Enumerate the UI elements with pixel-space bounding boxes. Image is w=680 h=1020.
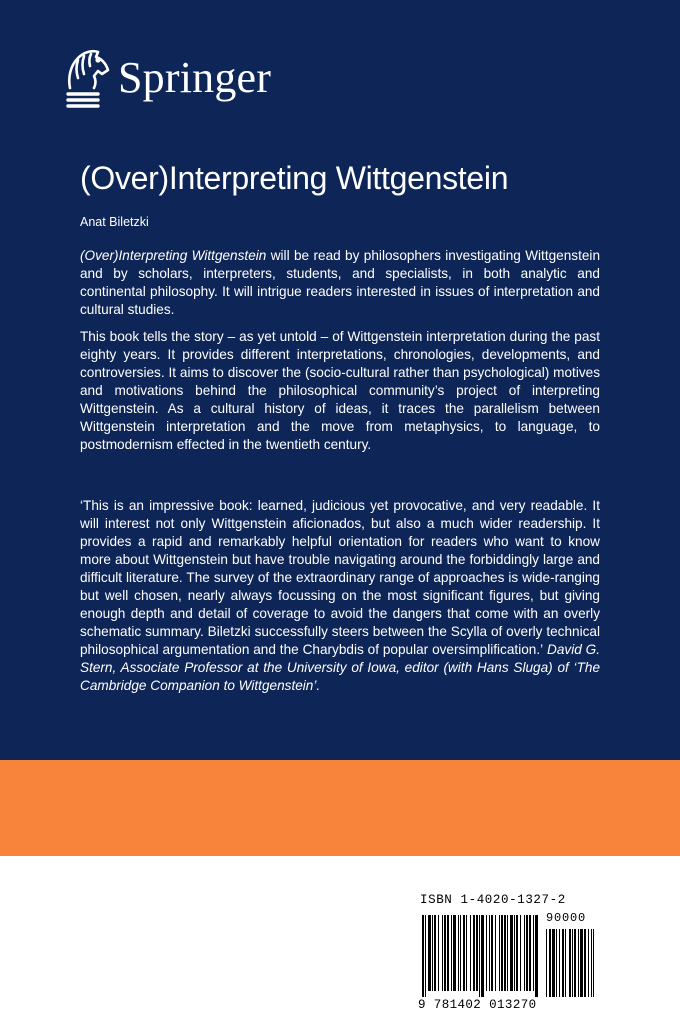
- springer-horse-icon: [58, 44, 112, 110]
- barcode-bar: [428, 915, 431, 991]
- barcode-addon-bar: [546, 929, 547, 997]
- barcode-bar: [442, 915, 443, 991]
- barcode-bar: [499, 915, 500, 991]
- barcode-bar: [514, 915, 515, 991]
- barcode-bar: [533, 915, 534, 991]
- barcode-addon-bar: [559, 929, 560, 997]
- barcode-bar: [422, 915, 424, 997]
- barcode-bar: [507, 915, 508, 991]
- book-title: (Over)Interpreting Wittgenstein: [80, 160, 509, 196]
- barcode-ean-digits: 9 781402 013270: [418, 998, 537, 1012]
- barcode-addon-bar: [569, 929, 571, 997]
- barcode-bar: [458, 915, 459, 991]
- barcode-bar: [473, 915, 475, 991]
- publisher-name: Springer: [118, 52, 272, 102]
- barcode-bar: [447, 915, 449, 991]
- barcode-bar: [491, 915, 493, 991]
- barcode-bar: [481, 915, 484, 997]
- barcode-addon-bar: [572, 929, 573, 997]
- description-paragraph-1: [80, 247, 600, 319]
- barcode-bar: [524, 915, 525, 991]
- barcode-bar: [501, 915, 503, 991]
- barcode-bar: [432, 915, 433, 991]
- barcode-bar: [510, 915, 513, 991]
- barcode-bar: [495, 915, 496, 991]
- barcode-bar: [516, 915, 518, 991]
- barcode-bar: [476, 915, 478, 991]
- barcode-bar: [504, 915, 506, 991]
- barcode-bar: [486, 915, 487, 991]
- barcode-addon-bar: [591, 929, 592, 997]
- barcode-addon-digits: 90000: [546, 911, 587, 925]
- barcode-addon-bar: [578, 929, 579, 997]
- description-paragraph-1-text: will be read by philosophers investigating Wittgenstein and by scholars, interpreters, students, and specialists, in both analytic and continental philosophy. It will intrigue readers interested in issues of interpretation and cultural studies.: [80, 248, 601, 317]
- barcode-addon-bar: [593, 929, 594, 997]
- barcode-bar: [489, 915, 490, 991]
- barcode-bar: [466, 915, 467, 991]
- orange-band: [0, 760, 680, 856]
- barcode-addon-bar: [580, 929, 583, 997]
- isbn-label: ISBN 1-4020-1327-2: [420, 893, 566, 907]
- review-quote-text: ‘This is an impressive book: learned, judicious yet provocative, and very readable. It will interest not only Wittgenstein aficionados, but also a much wider readership. It provides a rapid and remarkably helpful orientation for readers who want to know more about Wittgenstein but have trouble navigating around the forbiddingly large and difficult literature. The survey of the extraordinary range of approaches is wide-ranging but well chosen, nearly always focussing on the most significant figures, but giving enough depth and detail of coverage to avoid the dangers that come with an overly schematic summary. Biletzki successfully steers between the Scylla of overly technical philosophical argumentation and the Charybdis of popular oversimplification.’: [80, 498, 600, 657]
- barcode-bar: [529, 915, 531, 991]
- barcode-addon-bar: [584, 929, 586, 997]
- barcode-bar: [535, 915, 538, 997]
- barcode-bar: [438, 915, 439, 991]
- barcode-bars: [420, 915, 596, 999]
- barcode-addon-bar: [549, 929, 551, 997]
- springer-logo: [58, 44, 271, 110]
- barcode-addon-bar: [574, 929, 576, 997]
- review-quote: [80, 497, 600, 695]
- barcode-bar: [444, 915, 446, 991]
- isbn-barcode: [418, 893, 596, 1012]
- review-attribution: David G. Stern, Associate Professor at the University of Iowa, editor (with Hans Sluga) of ‘The Cambridge Companion to Wittgenstein’.: [80, 642, 600, 693]
- barcode-addon-bar: [552, 929, 555, 997]
- barcode-bar: [520, 915, 521, 991]
- barcode-bar: [425, 915, 426, 997]
- barcode-bar: [434, 915, 436, 991]
- barcode-addon-bar: [562, 929, 564, 997]
- barcode-bar: [479, 915, 480, 997]
- barcode-bar: [451, 915, 452, 991]
- description-paragraph-2: This book tells the story – as yet untold – of Wittgenstein interpretation during the past eighty years. It provides different interpretations, chronologies, developments, and controversies. It aims to discover the (socio-cultural rather than psychological) motives and motivations behind the philosophical community’s project of interpreting Wittgenstein. As a cultural history of ideas, it traces the parallelism between Wittgenstein interpretation and the move from metaphysics, to language, to postmodernism effected in the twentieth century.: [80, 329, 600, 452]
- barcode-bar: [453, 915, 456, 991]
- barcode-addon-bar: [556, 929, 557, 997]
- barcode-addon-bar: [565, 929, 566, 997]
- barcode-bar: [526, 915, 528, 991]
- barcode-bar: [463, 915, 465, 991]
- barcode-bar: [460, 915, 461, 991]
- barcode-addon-bar: [588, 929, 589, 997]
- book-author: Anat Biletzki: [80, 215, 149, 229]
- title-emphasis: (Over)Interpreting Wittgenstein: [80, 248, 267, 263]
- barcode-bar: [470, 915, 471, 991]
